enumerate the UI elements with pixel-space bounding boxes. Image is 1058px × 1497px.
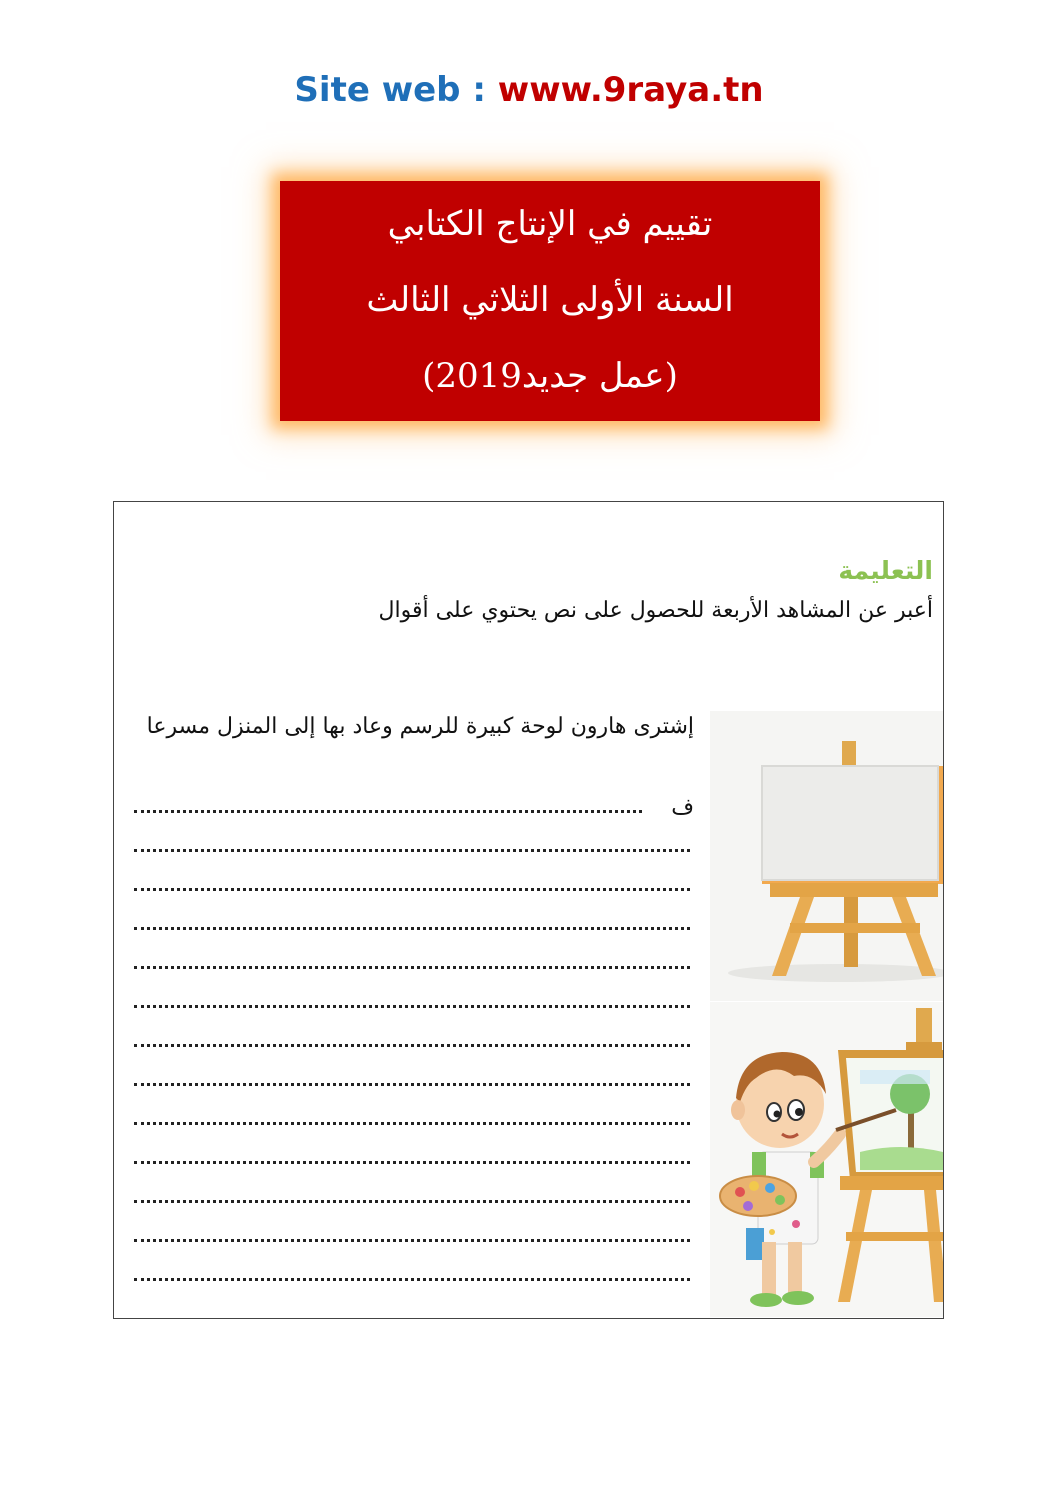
- writing-line[interactable]: [134, 886, 690, 891]
- exercise-frame: [113, 501, 944, 1319]
- instruction-text: أعبر عن المشاهد الأربعة للحصول على نص يحتوي على أقوال: [378, 598, 933, 623]
- writing-line[interactable]: [134, 1081, 690, 1086]
- site-web-url[interactable]: www.9raya.tn: [497, 70, 764, 110]
- title-box: [280, 181, 820, 421]
- boy-painting-icon: [710, 1002, 943, 1317]
- writing-line[interactable]: [134, 1120, 690, 1125]
- title-line-grade-term: السنة الأولى الثلاثي الثالث: [366, 280, 734, 320]
- writing-line[interactable]: [134, 1276, 690, 1281]
- writing-line[interactable]: [134, 808, 642, 813]
- title-line-evaluation: تقييم في الإنتاج الكتابي: [387, 204, 713, 244]
- continuation-prefix: ف: [671, 795, 694, 820]
- blank-easel-icon: [710, 711, 943, 1001]
- writing-line[interactable]: [134, 1042, 690, 1047]
- title-line-new-work-year: (عمل جديد2019): [422, 356, 678, 396]
- writing-line[interactable]: [134, 1003, 690, 1008]
- site-web-line: [0, 68, 1058, 112]
- writing-line[interactable]: [134, 925, 690, 930]
- story-start-text: إشترى هارون لوحة كبيرة للرسم وعاد بها إلى المنزل مسرعا: [146, 714, 694, 739]
- instruction-title: التعليمة: [838, 556, 933, 585]
- writing-line[interactable]: [134, 964, 690, 969]
- writing-line[interactable]: [134, 1159, 690, 1164]
- site-web-label: Site web :: [294, 70, 498, 110]
- writing-line[interactable]: [134, 847, 690, 852]
- writing-line[interactable]: [134, 1198, 690, 1203]
- writing-line[interactable]: [134, 1237, 690, 1242]
